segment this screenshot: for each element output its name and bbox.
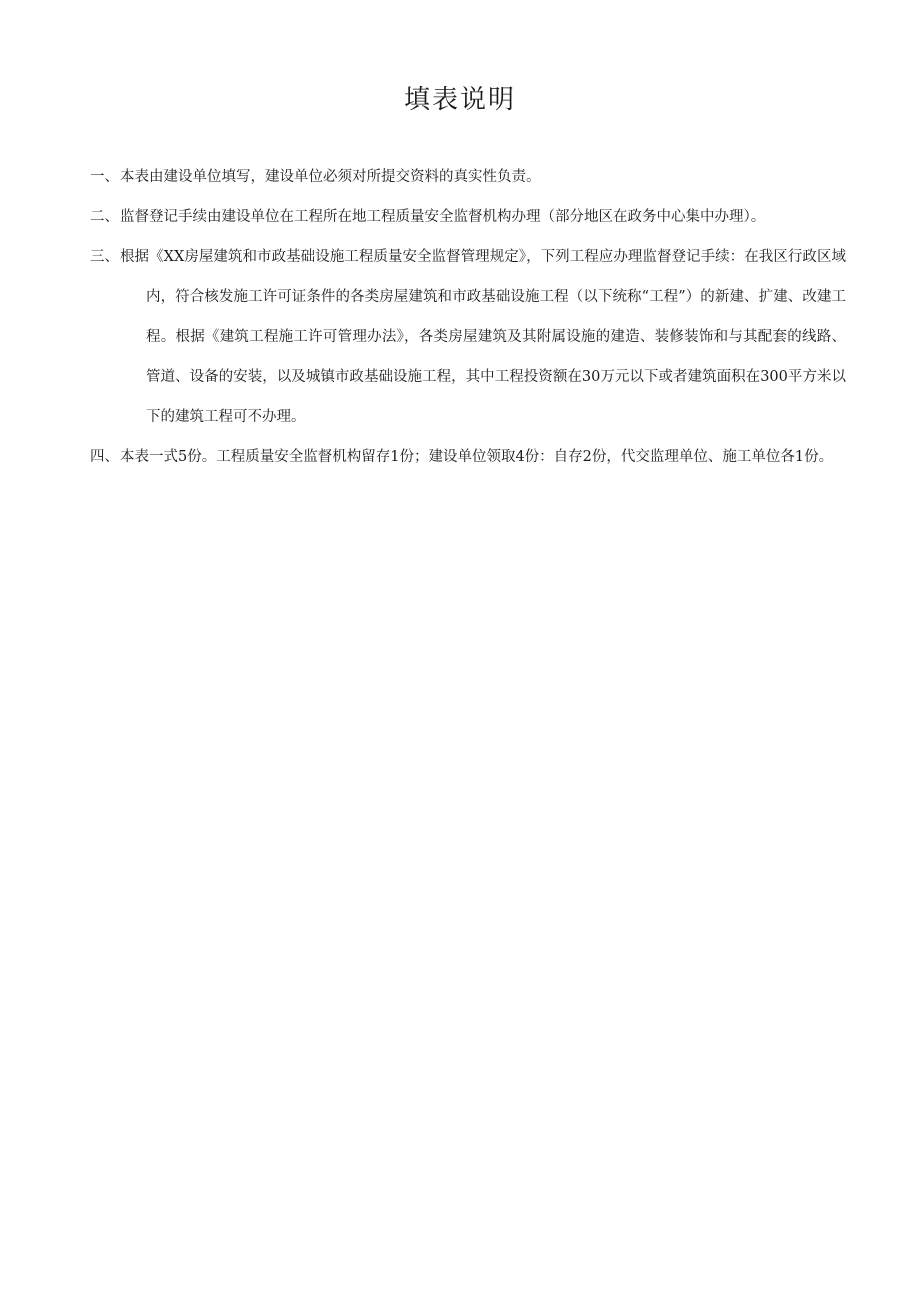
notes-list	[0, 157, 920, 477]
page-title: 填表说明	[403, 85, 516, 115]
note-text: 本表一式5份。工程质量安全监督机构留存1份；建设单位领取4份：自存2份，代交监理单位、施工单位各1份。	[120, 449, 834, 465]
note-marker: 四、	[90, 449, 119, 465]
note-marker: 一、	[90, 169, 119, 185]
note-marker: 二、	[90, 209, 119, 225]
note-text: 本表由建设单位填写，建设单位必须对所提交资料的真实性负责。	[120, 169, 541, 185]
note-item-2	[0, 197, 920, 237]
note-item-1	[0, 157, 920, 197]
note-marker: 三、	[90, 249, 119, 265]
note-text: 根据《XX房屋建筑和市政基础设施工程质量安全监督管理规定》，下列工程应办理监督登记手续：在我区行政区域内，符合核发施工许可证条件的各类房屋建筑和市政基础设施工程（以下统称“工程”）的新建、扩建、改建工程。根据《建筑工程施工许可管理办法》，各类房屋建筑及其附属设施的建造、装修装饰和与其配套的线路、管道、设备的安装，以及城镇市政基础设施工程，其中工程投资额在30万元以下或者建筑面积在300平方米以下的建筑工程可不办理。	[120, 249, 846, 425]
note-item-4	[0, 437, 920, 477]
note-text: 监督登记手续由建设单位在工程所在地工程质量安全监督机构办理（部分地区在政务中心集中办理）。	[120, 209, 766, 225]
note-item-3	[0, 237, 920, 437]
